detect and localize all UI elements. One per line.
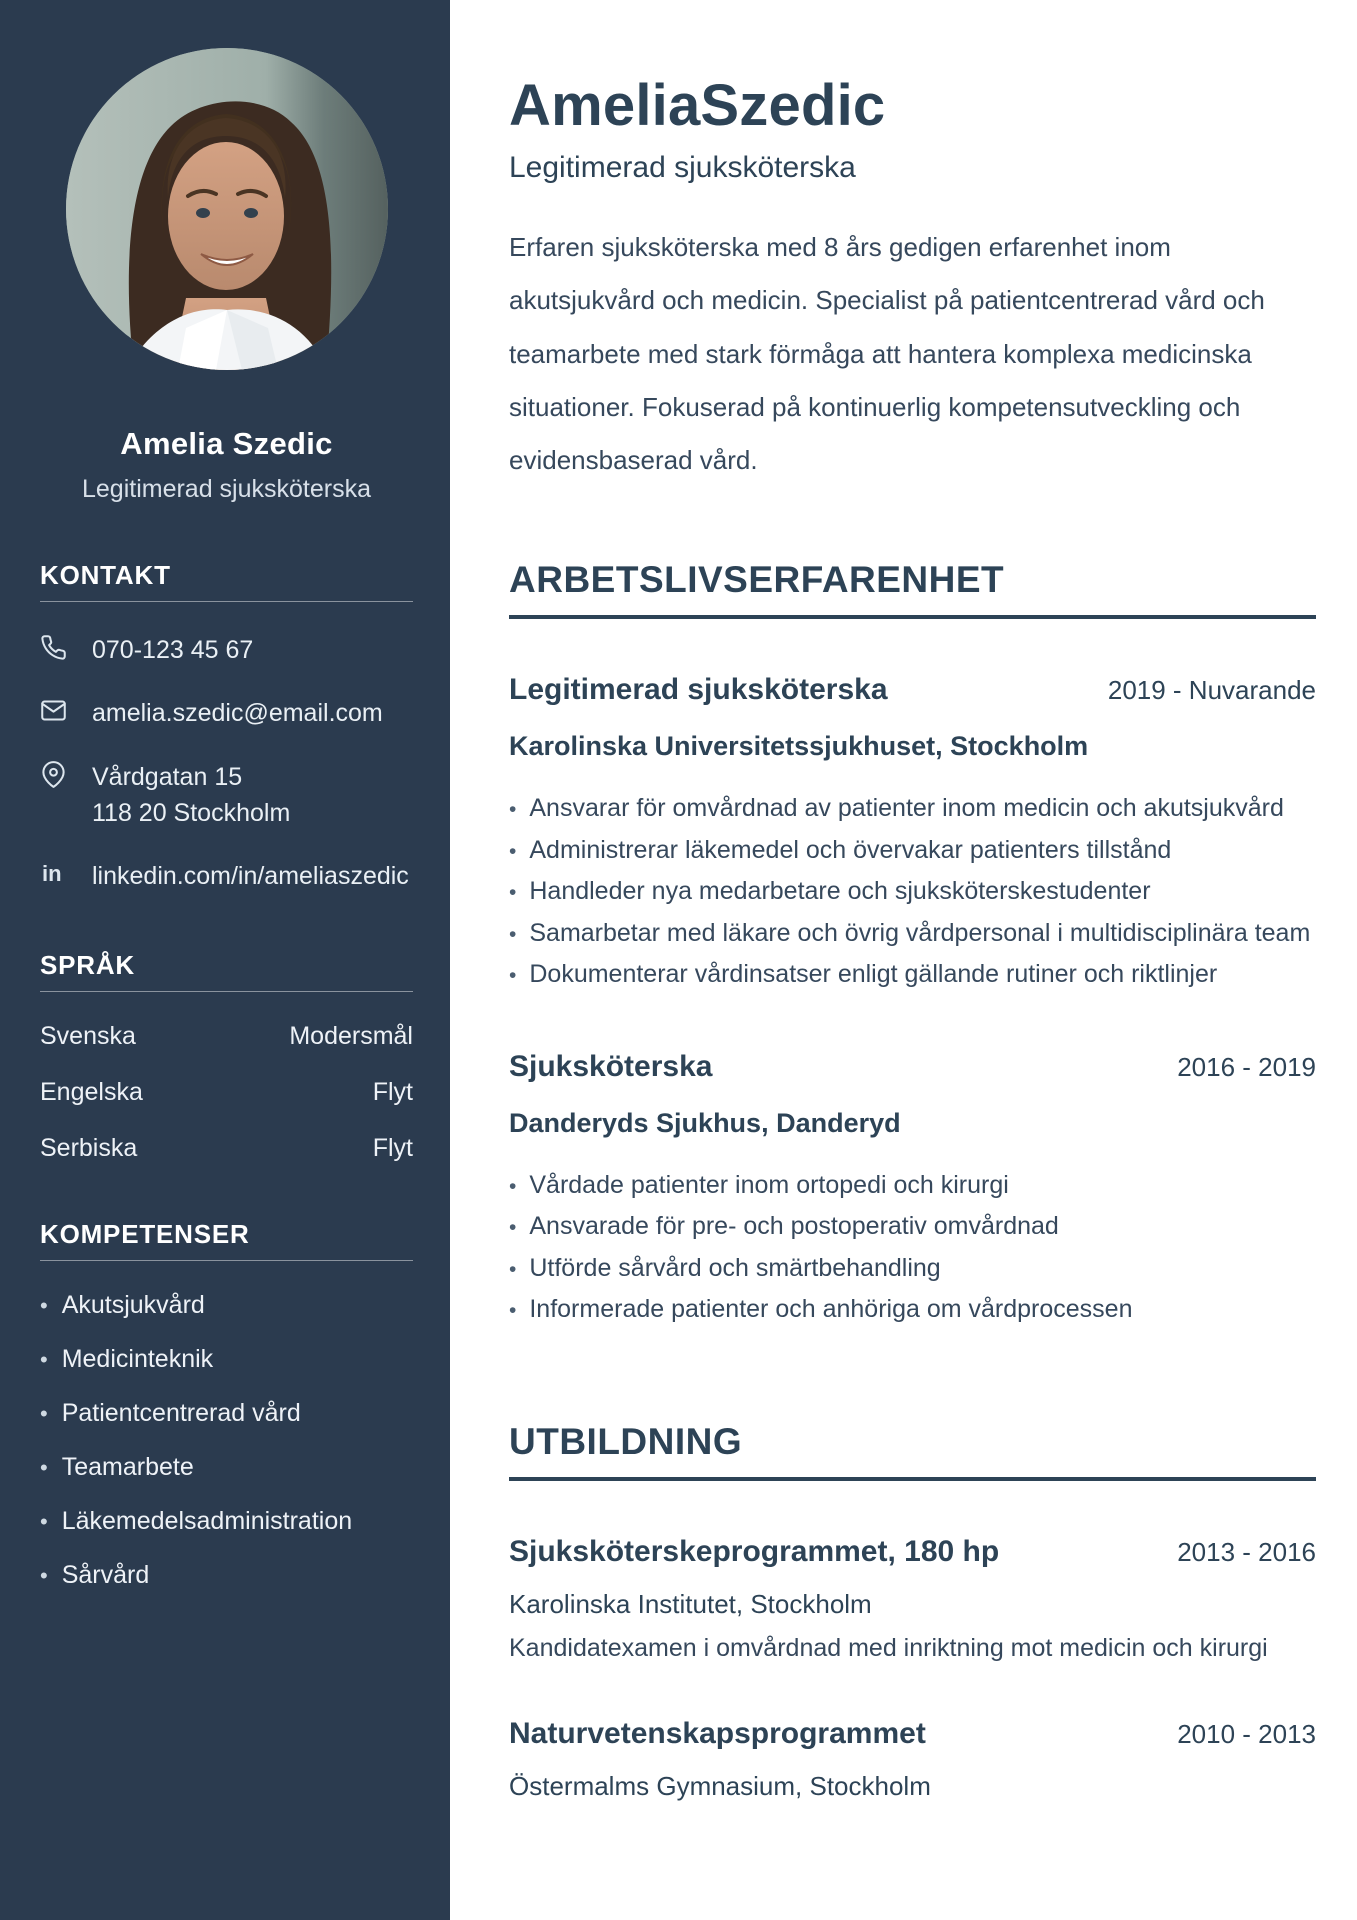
language-level: Flyt <box>372 1078 413 1107</box>
experience-entry-header <box>509 1050 1316 1084</box>
job-period: 2016 - 2019 <box>1177 1051 1316 1082</box>
job-bullet <box>509 1248 1316 1290</box>
language-name: Serbiska <box>40 1134 138 1163</box>
experience-entry <box>509 673 1316 996</box>
job-title: Legitimerad sjuksköterska <box>509 673 888 707</box>
education-entry <box>509 1717 1316 1802</box>
language-row <box>40 1134 413 1163</box>
education-period: 2010 - 2013 <box>1177 1718 1316 1749</box>
skill-label: Teamarbete <box>61 1453 194 1482</box>
skill-item <box>40 1507 413 1536</box>
profile-summary: Erfaren sjuksköterska med 8 års gedigen erfarenhet inom akutsjukvård och medicin. Specialist på patientcentrerad vård och teamarbete med stark förmåga att hantera komplexa medicinska situationer. Fokuserad på kontinuerlig kompetensutveckling och evidensbaserad vård. <box>509 232 1265 476</box>
linkedin-value: linkedin.com/in/ameliaszedic <box>92 862 409 890</box>
job-bullet <box>509 871 1316 913</box>
skills-heading: KOMPETENSER <box>40 1219 413 1261</box>
skill-label: Sårvård <box>61 1561 150 1590</box>
skill-item <box>40 1561 413 1590</box>
main-content <box>450 0 1357 1920</box>
experience-entry <box>509 1050 1316 1331</box>
language-row <box>40 1078 413 1107</box>
address-line1: Vårdgatan 15 <box>92 762 243 791</box>
experience-section <box>509 559 1316 1331</box>
sidebar-name: Amelia Szedic <box>120 426 333 461</box>
bullet-dot-icon: • <box>509 1216 517 1240</box>
job-bullet <box>509 1289 1316 1331</box>
job-period: 2019 - Nuvarande <box>1107 675 1316 706</box>
degree-title: Naturvetenskapsprogrammet <box>509 1716 926 1750</box>
address-value <box>92 759 290 832</box>
degree-title: Sjuksköterskeprogrammet, 180 hp <box>509 1534 1000 1568</box>
bullet-dot-icon: • <box>509 798 517 822</box>
bullet-dot-icon: • <box>40 1455 48 1481</box>
job-bullet <box>509 788 1316 830</box>
contact-heading: KONTAKT <box>40 560 413 602</box>
job-employer: Danderyds Sjukhus, Danderyd <box>509 1107 901 1138</box>
cv-job-title: Legitimerad sjuksköterska <box>509 151 856 184</box>
sidebar-job-title: Legitimerad sjuksköterska <box>81 475 371 503</box>
language-name: Engelska <box>40 1078 143 1107</box>
skill-item <box>40 1399 413 1428</box>
experience-entry-header <box>509 673 1316 707</box>
languages-heading: SPRÅK <box>40 950 413 992</box>
job-bullet-text: Ansvarar för omvårdnad av patienter inom medicin och akutsjukvård <box>529 794 1284 823</box>
skill-label: Läkemedelsadministration <box>61 1507 353 1536</box>
profile-photo <box>66 48 388 370</box>
education-description: Kandidatexamen i omvårdnad med inriktning mot medicin och kirurgi <box>509 1633 1268 1662</box>
job-bullet <box>509 830 1316 872</box>
bullet-dot-icon: • <box>509 1174 517 1198</box>
language-name: Svenska <box>40 1022 136 1051</box>
languages-section <box>40 950 413 1163</box>
contact-section <box>40 560 413 894</box>
bullet-dot-icon: • <box>509 964 517 988</box>
job-bullet <box>509 1206 1316 1248</box>
bullet-dot-icon: • <box>509 922 517 946</box>
experience-heading: ARBETSLIVSERFARENHET <box>509 559 1316 619</box>
education-entry-header <box>509 1535 1316 1569</box>
mail-icon <box>40 695 70 724</box>
bullet-dot-icon: • <box>509 1257 517 1281</box>
job-bullet <box>509 954 1316 996</box>
language-row <box>40 1022 413 1051</box>
email-value: amelia.szedic@email.com <box>92 699 383 728</box>
job-bullet-text: Handleder nya medarbetare och sjuksköterskestudenter <box>529 877 1151 906</box>
job-employer: Karolinska Universitetssjukhuset, Stockholm <box>509 731 1089 762</box>
contact-item-email <box>40 695 413 731</box>
phone-icon <box>40 632 70 661</box>
job-bullet-text: Samarbetar med läkare och övrig vårdpersonal i multidisciplinära team <box>529 918 1311 947</box>
location-pin-icon <box>40 759 70 788</box>
sidebar <box>0 0 450 1920</box>
bullet-dot-icon: • <box>40 1401 48 1427</box>
contact-item-address <box>40 759 413 832</box>
language-level: Modersmål <box>289 1022 413 1051</box>
job-bullet-text: Utförde sårvård och smärtbehandling <box>529 1253 941 1282</box>
education-heading: UTBILDNING <box>509 1421 1316 1481</box>
address-line2: 118 20 Stockholm <box>92 798 291 827</box>
skills-section <box>40 1219 413 1590</box>
skill-label: Medicinteknik <box>61 1345 214 1374</box>
education-entry <box>509 1535 1316 1663</box>
job-bullet-list <box>509 1165 1316 1331</box>
skill-item <box>40 1453 413 1482</box>
institution-name: Karolinska Institutet, Stockholm <box>509 1588 872 1619</box>
education-section <box>509 1421 1316 1802</box>
job-bullet <box>509 1165 1316 1207</box>
job-bullet-text: Informerade patienter och anhöriga om vårdprocessen <box>529 1295 1133 1324</box>
job-bullet-text: Dokumenterar vårdinsatser enligt gällande rutiner och riktlinjer <box>529 960 1218 989</box>
skill-label: Patientcentrerad vård <box>61 1399 301 1428</box>
skill-label: Akutsjukvård <box>61 1291 205 1320</box>
institution-name: Östermalms Gymnasium, Stockholm <box>509 1770 931 1801</box>
job-title: Sjuksköterska <box>509 1049 713 1083</box>
skill-item <box>40 1345 413 1374</box>
job-bullet-text: Administrerar läkemedel och övervakar patienters tillstånd <box>529 835 1172 864</box>
education-period: 2013 - 2016 <box>1177 1536 1316 1567</box>
phone-value: 070-123 45 67 <box>92 636 254 664</box>
education-entry-header <box>509 1717 1316 1751</box>
bullet-dot-icon: • <box>509 881 517 905</box>
job-bullet-text: Vårdade patienter inom ortopedi och kirurgi <box>529 1170 1009 1199</box>
bullet-dot-icon: • <box>509 839 517 863</box>
language-level: Flyt <box>372 1134 413 1163</box>
bullet-dot-icon: • <box>40 1293 48 1319</box>
cv-name-heading: AmeliaSzedic <box>509 73 886 138</box>
portrait-illustration <box>66 48 388 370</box>
skill-item <box>40 1291 413 1320</box>
job-bullet-list <box>509 788 1316 996</box>
svg-text:in: in <box>42 861 62 886</box>
contact-item-phone <box>40 632 413 668</box>
bullet-dot-icon: • <box>40 1563 48 1589</box>
contact-item-linkedin <box>40 858 413 894</box>
job-bullet <box>509 913 1316 955</box>
job-bullet-text: Ansvarade för pre- och postoperativ omvårdnad <box>529 1212 1059 1241</box>
bullet-dot-icon: • <box>40 1509 48 1535</box>
linkedin-icon <box>40 858 70 887</box>
bullet-dot-icon: • <box>509 1299 517 1323</box>
bullet-dot-icon: • <box>40 1347 48 1373</box>
